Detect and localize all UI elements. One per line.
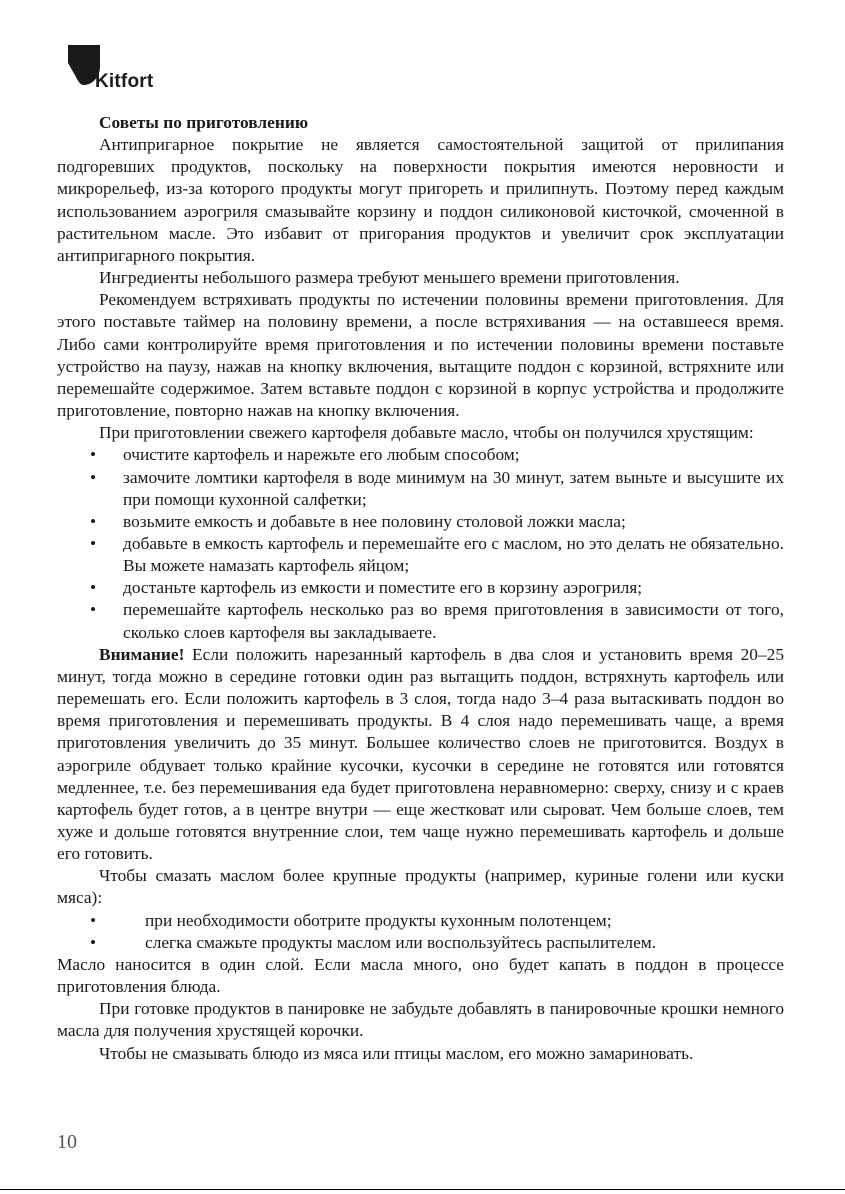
footer-rule (0, 1189, 845, 1190)
list-item: • при необходимости оботрите продукты кухонным полотенцем; (57, 910, 784, 932)
paragraph-nonstick: Антипригарное покрытие не является самостоятельной защитой от прилипания подгоревших продуктов, поскольку на поверхности покрытия имеются неровности и микрорельеф, из-за которого продукты могут пригореть и прилипнуть. Поэтому перед каждым использованием аэрогриля смазывайте корзину и поддон силиконовой кисточкой, смоченной в растительном масле. Это избавит от пригорания продуктов и увеличит срок эксплуатации антипригарного покрытия. (57, 135, 784, 265)
kitfort-logo (68, 45, 188, 95)
paragraph-oil-intro: Чтобы смазать маслом более крупные продукты (например, куриные голени или куски мяса): (57, 866, 784, 908)
list-item: • очистите картофель и нарежьте его любым способом; (57, 444, 784, 466)
list-item: • добавьте в емкость картофель и перемешайте его с маслом, но это делать не обязательно. Вы можете намазать картофель яйцом; (57, 533, 784, 577)
paragraph-marinate: Чтобы не смазывать блюдо из мяса или птицы маслом, его можно замариновать. (99, 1043, 694, 1063)
paragraph-warning (57, 644, 784, 866)
list-item: • слегка смажьте продукты маслом или воспользуйтесь распылителем. (57, 932, 784, 954)
list-item: • возьмите емкость и добавьте в нее половину столовой ложки масла; (57, 511, 784, 533)
paragraph-small-ingredients: Ингредиенты небольшого размера требуют меньшего времени приготовления. (99, 268, 680, 288)
paragraph-shaking: Рекомендуем встряхивать продукты по истечении половины времени приготовления. Для этого поставьте таймер на половину времени, а после встряхивания — на оставшееся время. Либо сами контролируйте время приготовления и по истечении половины времени поставьте устройство на паузу, нажав на кнопку включения, вытащите поддон с корзиной, встряхните или перемешайте содержимое. Затем вставьте поддон с корзиной в корпус устройства и продолжите приготовление, повторно нажав на кнопку включения. (57, 290, 784, 421)
paragraph-oil-tail: Масло наносится в один слой. Если масла много, оно будет капать в поддон в процессе приготовления блюда. (57, 954, 784, 997)
brand-name: Kitfort (95, 71, 154, 92)
paragraph-potato-intro: При приготовлении свежего картофеля добавьте масло, чтобы он получился хрустящим: (99, 423, 754, 443)
section-title: Советы по приготовлению (99, 113, 309, 132)
list-item: • перемешайте картофель несколько раз во время приготовления в зависимости от того, сколько слоев картофеля вы закладываете. (57, 599, 784, 643)
page-number: 10 (57, 1131, 77, 1153)
warning-label: Внимание! (99, 644, 185, 664)
oil-steps-list (57, 910, 784, 954)
list-item: • достаньте картофель из емкости и поместите его в корзину аэрогриля; (57, 577, 784, 599)
warning-text: Если положить нарезанный картофель в два слоя и установить время 20–25 минут, тогда можно в середине готовки один раз вытащить поддон, встряхнуть картофель или перемешать его. Если положить картофель в 3 слоя, тогда надо 3–4 раза вытаскивать поддон во время приготовления и перемешивать продукты. В 4 слоя надо перемешивать чаще, а время приготовления увеличить до 35 минут. Большее количество слоев не приготовится. Воздух в аэрогриле обдувает только крайние кусочки, кусочки в середине не готовятся или готовятся медленнее, т.е. без перемешивания еда будет приготовлена неравномерно: сверху, снизу и с краев картофель будет готов, а в центре внутри — еще жестковат или сыроват. Чем больше слоев, тем хуже и дольше готовятся внутренние слои, тем чаще нужно перемешивать картофель и дольше его готовить. (57, 644, 784, 864)
potato-steps-list (57, 444, 784, 643)
document-body (57, 112, 784, 1065)
paragraph-breading: При готовке продуктов в панировке не забудьте добавлять в панировочные крошки немного масла для получения хрустящей корочки. (57, 999, 784, 1041)
list-item: • замочите ломтики картофеля в воде минимум на 30 минут, затем выньте и высушите их при помощи кухонной салфетки; (57, 467, 784, 511)
